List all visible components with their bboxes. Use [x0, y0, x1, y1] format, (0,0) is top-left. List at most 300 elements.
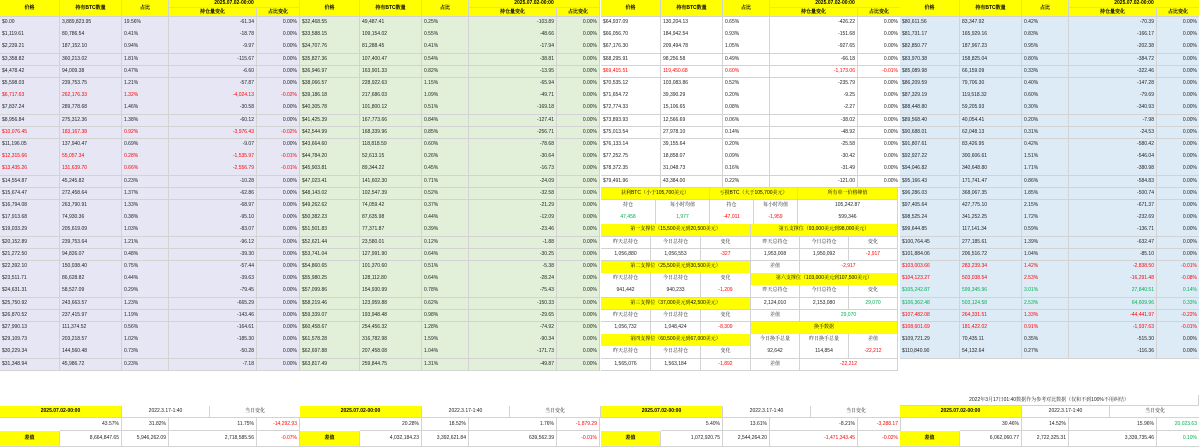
table-cell: 0.54%: [422, 54, 469, 67]
footer-val: -3,288.17: [858, 418, 901, 431]
header-share: 占比: [122, 0, 169, 17]
table-cell: 119,450.68: [661, 66, 723, 79]
panel-cell: 1,950,092: [800, 249, 849, 262]
support-2-label: 第二支撑位（25,500美元到30,500美元）: [601, 261, 751, 274]
table-cell: $105,242.87: [900, 285, 960, 298]
table-cell: 43,384.00: [661, 176, 723, 189]
table-cell: 277,185.61: [960, 237, 1022, 250]
table-cell: $71,654.72: [601, 90, 661, 103]
header-price: 价格: [601, 0, 661, 17]
panel-cell: 变化: [701, 273, 751, 286]
table-cell: $25,750.92: [0, 298, 60, 311]
table-cell: $11,196.05: [0, 139, 60, 152]
table-cell: 0.23%: [122, 176, 169, 189]
footer-today: 当日变化: [1110, 406, 1199, 418]
table-cell: -79.45: [169, 285, 257, 298]
footer-today: 当日变化: [210, 406, 301, 418]
table-cell: 1.51%: [1022, 151, 1069, 164]
table-cell: 0.65%: [723, 17, 770, 30]
table-cell: $106,362.48: [900, 298, 960, 311]
table-cell: 0.12%: [422, 237, 469, 250]
table-cell: 0.75%: [122, 261, 169, 274]
table-cell: 1.21%: [122, 237, 169, 250]
table-cell: 0.33%: [1157, 298, 1199, 311]
table-cell: $70,535.12: [601, 78, 661, 91]
table-cell: 0.35%: [1022, 334, 1069, 347]
panel-cell: 1,056,880: [601, 249, 651, 262]
table-cell: $52,621.44: [300, 237, 360, 250]
header-date: 2025.07.02-00:00: [770, 0, 901, 8]
table-cell: 154,930.99: [360, 285, 422, 298]
table-cell: -48.92: [770, 127, 858, 140]
table-cell: $38,066.57: [300, 78, 360, 91]
table-cell: -0.22%: [1157, 310, 1199, 323]
table-cell: 0.38%: [122, 212, 169, 225]
table-cell: $47,023.41: [300, 176, 360, 189]
table-cell: 0.00%: [1157, 334, 1199, 347]
table-cell: $68,295.91: [601, 54, 661, 67]
table-cell: 0.00%: [557, 90, 600, 103]
table-cell: 0.33%: [1022, 66, 1069, 79]
table-cell: -0.02%: [257, 127, 300, 140]
table-cell: 1.46%: [122, 102, 169, 115]
panel-cell: 昨天总持仓: [601, 310, 651, 323]
table-cell: 368,067.35: [960, 188, 1022, 201]
footer-date: 2025.07.02-00:00: [601, 406, 723, 418]
table-cell: 101,370.60: [360, 261, 422, 274]
table-cell: -16,291.48: [1069, 273, 1157, 286]
table-cell: -9.25: [770, 90, 858, 103]
support-4-label: 第四支撑位（60,500美元到67,000美元）: [601, 334, 751, 347]
support-6-label: 第六支撑位（103,000美元到107,500美元）: [751, 273, 898, 286]
table-cell: $72,774.33: [601, 102, 661, 115]
table-cell: -7.98: [1069, 115, 1157, 128]
table-cell: 0.91%: [1022, 322, 1069, 335]
table-cell: $60,458.67: [300, 322, 360, 335]
table-cell: $53,741.04: [300, 249, 360, 262]
table-cell: 0.98%: [422, 310, 469, 323]
table-cell: 0.00%: [557, 273, 600, 286]
table-cell: 0.00%: [557, 127, 600, 140]
table-cell: 0.00%: [1157, 176, 1199, 189]
table-cell: $89,568.40: [900, 115, 960, 128]
table-cell: -30.25: [469, 249, 557, 262]
footer-today: 当日变化: [510, 406, 601, 418]
table-cell: $27,990.13: [0, 322, 60, 335]
table-cell: $3,358.82: [0, 54, 60, 67]
table-cell: 0.00%: [557, 224, 600, 237]
table-cell: 0.00%: [1157, 29, 1199, 42]
panel-cell: 1,563,184: [651, 359, 701, 372]
table-cell: 0.00%: [557, 17, 600, 30]
turnover-label: 换手数据: [751, 322, 898, 335]
table-cell: $30,229.34: [0, 346, 60, 359]
table-cell: 1.39%: [1022, 237, 1069, 250]
table-cell: 23,580.01: [360, 237, 422, 250]
table-cell: 503,038.54: [960, 273, 1022, 286]
table-cell: 254,456.32: [360, 322, 422, 335]
table-cell: 0.00%: [257, 310, 300, 323]
panel-cell: 今日总持仓: [800, 237, 849, 250]
table-cell: $43,664.60: [300, 139, 360, 152]
panel-cell: 2,124,010: [751, 298, 800, 311]
table-cell: 1.85%: [1022, 188, 1069, 201]
table-cell: -57.87: [169, 78, 257, 91]
table-cell: -5.38: [469, 261, 557, 274]
table-cell: $109,721.29: [900, 334, 960, 347]
table-cell: -166.17: [1069, 29, 1157, 42]
table-cell: $96,286.03: [900, 188, 960, 201]
table-cell: $54,860.65: [300, 261, 360, 274]
panel-cell: 47,458: [601, 212, 656, 225]
table-cell: 0.00%: [257, 115, 300, 128]
table-cell: -48.66: [469, 29, 557, 42]
header-date: 2025.07.02-00:00: [169, 0, 300, 8]
table-cell: 0.60%: [723, 66, 770, 79]
table-cell: $14,554.87: [0, 176, 60, 189]
table-cell: -61.34: [169, 17, 257, 30]
table-cell: -2,838.50: [1069, 261, 1157, 274]
footer-val: 20.28%: [360, 418, 422, 431]
table-cell: 165,929.16: [960, 29, 1022, 42]
table-cell: -546.04: [1069, 151, 1157, 164]
table-cell: 0.00%: [257, 249, 300, 262]
footer-val: -1,471,343.45: [770, 431, 858, 447]
table-cell: 0.66%: [122, 163, 169, 176]
table-cell: 0.00%: [858, 176, 901, 189]
table-cell: 0.00%: [257, 54, 300, 67]
table-cell: -580.42: [1069, 139, 1157, 152]
table-cell: 0.45%: [422, 163, 469, 176]
table-cell: 0.00%: [1157, 200, 1199, 213]
table-cell: 87,635.98: [360, 212, 422, 225]
table-cell: -79.69: [1069, 90, 1157, 103]
table-cell: $20,152.89: [0, 237, 60, 250]
table-cell: -12.09: [469, 212, 557, 225]
table-cell: 0.00%: [1157, 102, 1199, 115]
table-cell: -147.28: [1069, 78, 1157, 91]
footer-ref: 2022.3.17-1:40: [723, 406, 811, 418]
table-cell: -57.44: [169, 261, 257, 274]
table-cell: -44,441.97: [1069, 310, 1157, 323]
table-cell: -115.67: [169, 54, 257, 67]
footer-val: -1,879.29: [557, 418, 600, 431]
table-cell: 0.40%: [1022, 78, 1069, 91]
table-cell: 59,205.93: [960, 102, 1022, 115]
support-1-label: 第一支撑位（15,500美元到20,500美元）: [601, 224, 751, 237]
table-cell: $29,109.73: [0, 334, 60, 347]
table-cell: 1.04%: [1022, 249, 1069, 262]
table-cell: 131,639.70: [60, 163, 122, 176]
table-cell: 340,648.80: [960, 163, 1022, 176]
table-cell: -3,976.43: [169, 127, 257, 140]
table-cell: 0.00%: [858, 151, 901, 164]
table-cell: 0.83%: [1022, 29, 1069, 42]
table-cell: 0.48%: [122, 249, 169, 262]
table-cell: 144,560.48: [60, 346, 122, 359]
table-cell: 239,753.64: [60, 237, 122, 250]
table-cell: 163,901.33: [360, 66, 422, 79]
table-cell: 0.29%: [122, 285, 169, 298]
table-cell: 158,825.04: [960, 54, 1022, 67]
footer-val: 20,023.63: [1157, 418, 1199, 431]
table-cell: $6,717.63: [0, 90, 60, 103]
table-cell: $4,478.42: [0, 66, 60, 79]
table-cell: 0.31%: [1022, 127, 1069, 140]
table-cell: $31,348.94: [0, 359, 60, 372]
table-cell: -632.47: [1069, 237, 1157, 250]
table-cell: $97,405.64: [900, 200, 960, 213]
table-cell: 316,782.98: [360, 334, 422, 347]
panel-cell: 每小时均值: [754, 200, 798, 213]
table-cell: -90.34: [469, 334, 557, 347]
footer-val: 1,072,920.75: [661, 431, 723, 447]
table-cell: 0.93%: [723, 29, 770, 42]
table-cell: 1.33%: [1022, 310, 1069, 323]
footer-val: 5,946,262.09: [122, 431, 169, 447]
table-cell: 39,155.64: [661, 139, 723, 152]
table-cell: -66.18: [770, 54, 858, 67]
table-cell: 0.00%: [257, 102, 300, 115]
table-cell: 0.00%: [1157, 66, 1199, 79]
table-cell: $49,262.62: [300, 200, 360, 213]
table-cell: 0.00%: [858, 115, 901, 128]
panel-cell: 1,056,553: [651, 249, 701, 262]
table-cell: 2.53%: [1022, 298, 1069, 311]
panel-cell: 差值: [849, 334, 898, 347]
table-cell: $94,046.82: [900, 163, 960, 176]
table-cell: 31,048.73: [661, 163, 723, 176]
table-cell: -96.12: [169, 237, 257, 250]
header-change-holdings: 持仓量变化: [169, 8, 257, 17]
table-cell: -150.33: [469, 298, 557, 311]
table-cell: 45,245.82: [60, 176, 122, 189]
table-cell: 0.00%: [1157, 346, 1199, 359]
table-cell: 0.00%: [257, 212, 300, 225]
footer-ref: 2022.3.17-1:40: [1022, 406, 1110, 418]
table-cell: $51,501.83: [300, 224, 360, 237]
table-cell: $76,133.14: [601, 139, 661, 152]
table-cell: 0.00%: [1157, 115, 1199, 128]
footer-val: 2,544,264.20: [723, 431, 770, 447]
header-holdings: 持有BTC数量: [360, 0, 422, 17]
panel-cell: 今日换手总量: [751, 334, 800, 347]
table-cell: 0.00%: [557, 102, 600, 115]
table-cell: 0.20%: [723, 139, 770, 152]
table-cell: 1.05%: [723, 41, 770, 54]
table-cell: -116.36: [1069, 346, 1157, 359]
table-cell: -584.83: [1069, 176, 1157, 189]
table-cell: 98,256.58: [661, 54, 723, 67]
header-share: 占比: [723, 0, 770, 17]
table-cell: -39.30: [169, 249, 257, 262]
profit-label: 获利BTC（小于105,700美元）: [601, 188, 710, 201]
table-cell: $110,840.90: [900, 346, 960, 359]
table-cell: 263,790.91: [60, 200, 122, 213]
table-cell: 275,312.36: [60, 115, 122, 128]
table-cell: 27,840.51: [1069, 285, 1157, 298]
table-cell: -68.97: [169, 200, 257, 213]
table-cell: 0.00%: [257, 17, 300, 30]
table-cell: 0.86%: [1022, 176, 1069, 189]
table-cell: $40,305.78: [300, 102, 360, 115]
table-cell: $41,425.39: [300, 115, 360, 128]
table-cell: 0.00%: [1157, 249, 1199, 262]
table-cell: $48,143.02: [300, 188, 360, 201]
table-cell: 0.20%: [1022, 115, 1069, 128]
table-cell: -2.27: [770, 102, 858, 115]
table-cell: 0.41%: [122, 29, 169, 42]
table-cell: 83,347.92: [960, 17, 1022, 30]
table-cell: -95.10: [169, 212, 257, 225]
table-cell: -340.93: [1069, 102, 1157, 115]
table-cell: 289,778.68: [60, 102, 122, 115]
table-cell: -29.65: [469, 310, 557, 323]
table-cell: $100,764.45: [900, 237, 960, 250]
table-cell: 0.00%: [557, 359, 600, 372]
table-cell: 2.15%: [1022, 200, 1069, 213]
table-cell: 0.00%: [257, 237, 300, 250]
table-cell: -171.73: [469, 346, 557, 359]
footer-diff: 差值: [0, 431, 60, 447]
table-cell: 0.47%: [122, 66, 169, 79]
panel-cell: 1,056,732: [601, 322, 651, 335]
table-cell: 1.21%: [122, 78, 169, 91]
footer-val: -8.21%: [770, 418, 858, 431]
table-cell: 0.00%: [1157, 188, 1199, 201]
table-cell: 0.60%: [1022, 90, 1069, 103]
table-cell: 0.85%: [422, 127, 469, 140]
table-cell: 0.00%: [257, 359, 300, 372]
header-price: 价格: [0, 0, 60, 17]
panel-cell: 940,233: [651, 285, 701, 298]
table-cell: 0.00%: [557, 310, 600, 323]
table-cell: -0.01%: [858, 66, 901, 79]
table-cell: 0.00%: [257, 188, 300, 201]
footer-val: 6,062,060.77: [960, 431, 1022, 447]
table-cell: -78.68: [469, 139, 557, 152]
footer-today: 当日变化: [811, 406, 902, 418]
panel-cell: 92,642: [751, 346, 800, 359]
panel-cell: 持仓: [710, 200, 754, 213]
table-cell: 427,775.10: [960, 200, 1022, 213]
table-cell: -232.69: [1069, 212, 1157, 225]
table-cell: 119,518.32: [960, 90, 1022, 103]
table-cell: -65.94: [469, 78, 557, 91]
table-cell: -24.09: [469, 176, 557, 189]
panel-cell: 1,953,008: [751, 249, 800, 262]
table-cell: 0.08%: [723, 102, 770, 115]
footer-date: 2025.07.02-00:00: [300, 406, 422, 418]
table-cell: $35,827.36: [300, 54, 360, 67]
table-cell: 187,967.23: [960, 41, 1022, 54]
table-cell: 0.80%: [1022, 54, 1069, 67]
panel-cell: -1,959: [754, 212, 798, 225]
table-cell: 203,218.57: [60, 334, 122, 347]
panel-cell: 599,346: [798, 212, 898, 225]
table-cell: 0.00%: [557, 334, 600, 347]
footer-ref: 2022.3.17-1:40: [422, 406, 510, 418]
table-cell: 89,344.22: [360, 163, 422, 176]
table-cell: -24.53: [1069, 127, 1157, 140]
table-cell: -49.71: [469, 90, 557, 103]
footer-val: -14,292.93: [257, 418, 300, 431]
table-cell: 74,059.42: [360, 200, 422, 213]
table-cell: 237,415.97: [60, 310, 122, 323]
table-cell: 1.15%: [422, 78, 469, 91]
table-cell: $26,870.52: [0, 310, 60, 323]
footer-val: 11.75%: [169, 418, 257, 431]
panel-cell: 昨天总持仓: [601, 273, 651, 286]
table-cell: 0.00%: [557, 151, 600, 164]
table-cell: -121.00: [770, 176, 858, 189]
table-cell: 3.01%: [1022, 285, 1069, 298]
table-cell: 0.00%: [557, 200, 600, 213]
panel-cell: -2,917: [849, 249, 898, 262]
panel-cell: -1,209: [701, 285, 751, 298]
footer-date: 2025.07.02-00:00: [0, 406, 122, 418]
table-cell: -49.87: [469, 359, 557, 372]
table-cell: 0.00%: [557, 78, 600, 91]
footer-val: 30.46%: [960, 418, 1022, 431]
table-cell: 259,844.75: [360, 359, 422, 372]
table-cell: 0.82%: [422, 66, 469, 79]
table-cell: -0.08%: [1157, 273, 1199, 286]
table-cell: -0.02%: [257, 90, 300, 103]
table-cell: 0.00%: [257, 66, 300, 79]
table-cell: 0.37%: [422, 200, 469, 213]
table-cell: 0.00%: [1157, 224, 1199, 237]
footer-val: 14.52%: [1022, 418, 1069, 431]
table-cell: 1.71%: [1022, 163, 1069, 176]
table-cell: -185.30: [169, 334, 257, 347]
table-cell: $90,688.01: [900, 127, 960, 140]
table-cell: -1.88: [469, 237, 557, 250]
table-cell: 0.00%: [1157, 90, 1199, 103]
table-cell: $24,631.31: [0, 285, 60, 298]
header-share: 占比: [1022, 0, 1069, 17]
panel-cell: 1,565,076: [601, 359, 651, 372]
table-cell: 1.81%: [122, 54, 169, 67]
footer-val: 43.57%: [60, 418, 122, 431]
table-cell: 0.00%: [257, 322, 300, 335]
table-cell: -70.39: [1069, 17, 1157, 30]
panel-cell: 29,070: [800, 310, 898, 323]
table-cell: 0.52%: [422, 188, 469, 201]
table-cell: 55,057.34: [60, 151, 122, 164]
table-cell: 0.55%: [422, 29, 469, 42]
header-price: 价格: [900, 0, 960, 17]
table-cell: 66,159.09: [960, 66, 1022, 79]
table-cell: 0.94%: [122, 41, 169, 54]
table-cell: -28.24: [469, 273, 557, 286]
table-cell: 0.95%: [1022, 41, 1069, 54]
table-cell: -31.49: [770, 163, 858, 176]
header-holdings: 持有BTC数量: [960, 0, 1022, 17]
table-cell: $83,970.38: [900, 54, 960, 67]
table-cell: 0.00%: [1157, 17, 1199, 30]
table-cell: $58,219.46: [300, 298, 360, 311]
table-cell: -0.01%: [257, 151, 300, 164]
header-change-share: 占比变化: [557, 8, 600, 17]
panel-cell: 今日总持仓: [651, 273, 701, 286]
table-cell: -515.30: [1069, 334, 1157, 347]
table-cell: 0.00%: [257, 41, 300, 54]
panel-cell: -22,212: [800, 359, 898, 372]
table-cell: 0.64%: [422, 249, 469, 262]
table-cell: 0.42%: [1022, 139, 1069, 152]
table-cell: 0.00%: [257, 176, 300, 189]
